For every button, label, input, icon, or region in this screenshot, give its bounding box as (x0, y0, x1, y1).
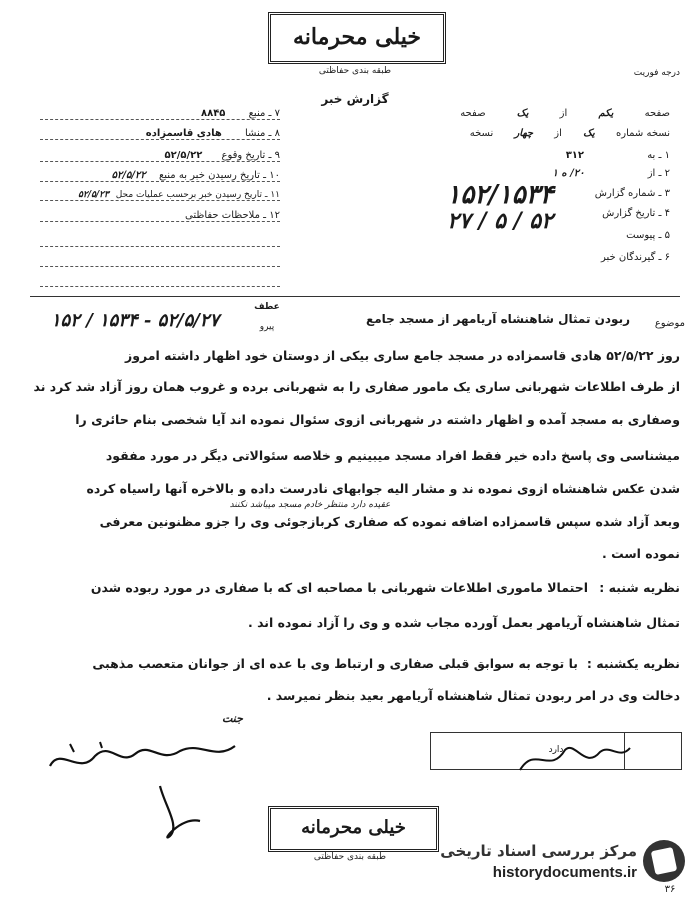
report-date-field: ۴ ـ تاریخ گزارش (602, 208, 670, 219)
signature-stroke-3 (70, 742, 102, 752)
watermark-logo-icon (643, 840, 685, 882)
opinion-2-line-1: با توجه به سوابق قبلی صفاری و ارتباط وی با عده ای از جوانان متعصب مذهبی (92, 656, 578, 671)
inner-stamp-text: دارد (548, 745, 564, 755)
classification-caption: طبقه بندی حفاظتی (318, 66, 392, 76)
body-line-3: وصفاری به مسجد آمده و اظهار داشته در شهربانی ازوی سئوال نموده اند آیا شخصی بنام حائری را (75, 412, 680, 427)
recipients-field: ۶ ـ گیرندگان خبر (600, 252, 670, 263)
bottom-classification-stamp (268, 806, 439, 852)
copy-field: نسخه شماره یک از چهار نسخه (469, 128, 670, 139)
bottom-stamp-text: خیلی محرمانه (301, 817, 406, 838)
handwritten-note-jannat: جنت (222, 712, 243, 725)
insert-handwritten-note: عقیده دارد منتظر خادم مسجد میباشد نکنند (229, 500, 391, 510)
subject-text: ربودن تمثال شاهنشاه آریامهر از مسجد جامع (366, 312, 630, 326)
ref-label-atf: عطف (254, 302, 280, 312)
body-line-2: از طرف اطلاعات شهربانی ساری یک مامور صفاری را به شهربانی برده و غروب همان روز آزاد شد کرد ند (33, 379, 680, 394)
watermark-name: مرکز بررسی اسناد تاریخی (440, 842, 637, 860)
from-field: ۲ ـ از ۲۰/ ه ۱ (552, 168, 670, 179)
blank-line-2 (40, 266, 280, 267)
to-field: ۱ ـ به ۳۱۲ (565, 150, 670, 161)
page-number: ۳۶ (664, 884, 676, 895)
watermark-url: historydocuments.ir (492, 864, 637, 881)
source-field: ۷ ـ منبع ۸۸۴۵ (40, 108, 280, 120)
signature-stroke-2 (160, 786, 200, 837)
blank-line-3 (40, 286, 280, 287)
signature-scribble-left (40, 736, 290, 846)
watermark-block (420, 838, 685, 893)
report-number-field: ۳ ـ شماره گزارش (594, 188, 670, 199)
top-stamp-text: خیلی محرمانه (292, 24, 422, 50)
signature-scribble-right (515, 740, 635, 780)
body-line-5: شدن عکس شاهنشاه ازوی نموده ند و مشار الیه جوابهای نادرست داده و بالاخره آنها راسیاه کرده (86, 481, 680, 496)
ref-number-handwritten: ۵۲/۵/۲۷ - ۱۵۳۴ / ۱۵۲ (50, 310, 220, 331)
body-line-1: روز ۵۲/۵/۲۲ هادی قاسمزاده در مسجد جامع ساری بیکی از دوستان خود اظهار داشته امروز (125, 348, 680, 363)
body-line-4: میشناسی وی پاسخ داده خیر فقط افراد مسجد میبینیم و خلاصه سئوالاتی دیگر در مورد مفقود (105, 448, 680, 463)
top-classification-stamp (268, 12, 446, 64)
watermark-logo-page (651, 847, 678, 875)
body-line-6: وبعد آزاد شده سپس قاسمزاده اضافه نموده که صفاری کربازجوئی وی را جزو مظنونین معرفی (99, 514, 680, 529)
header-divider (30, 296, 680, 297)
body-line-7: نموده است . (602, 546, 680, 561)
signature-stroke-1 (50, 746, 235, 766)
security-notes-field: ۱۲ ـ ملاحظات حفاظتی (40, 210, 280, 222)
opinion-1-line-1: احتمالا ماموری اطلاعات شهربانی با مصاحبه ای که با صفاری در مورد ربوده شدن (90, 580, 588, 595)
opinion-2-label: نظریه یکشنبه : (586, 656, 680, 671)
origin-field: ۸ ـ منشا هادی قاسمزاده (40, 128, 280, 140)
page-field: صفحه یکم از یک صفحه (460, 108, 670, 119)
report-date-handwritten: ۲۷ / ۵ / ۵۲ (447, 208, 553, 234)
opinion-1-label: نظریه شنبه : (599, 580, 680, 595)
blank-line-1 (40, 246, 280, 247)
subject-label: موضوع (654, 318, 685, 329)
occurrence-date-field: ۹ ـ تاریخ وقوع ۵۲/۵/۲۲ (40, 150, 280, 162)
ref-label-peyro: پیرو (259, 322, 275, 332)
signature-stroke-4 (520, 748, 630, 770)
report-title: گزارش خبر (321, 92, 389, 106)
left-fields-block (40, 108, 280, 283)
opinion-1-line-2: تمثال شاهنشاه آریامهر بعمل آورده مجاب شده و وی را آزاد نموده اند . (247, 615, 680, 630)
report-number-handwritten: ۱۵۲/۱۵۳۴ (446, 180, 554, 210)
urgency-label: درجه فوریت (633, 68, 680, 78)
opinion-2-line-2: دخالت وی در امر ربودن تمثال شاهنشاه آریامهر بعید بنظر نمیرسد . (266, 688, 680, 703)
bottom-classification-caption: طبقه بندی حفاظتی (313, 852, 387, 862)
attachment-field: ۵ ـ پیوست (626, 230, 670, 241)
received-by-source-field: ۱۰ ـ تاریخ رسیدن خبر به منبع ۵۲/۵/۲۲ (40, 170, 280, 182)
received-by-operations-field: ۱۱ ـ تاریخ رسیدن خبر برحسب عملیات محل ۵۲/۵/۲۳ (40, 190, 280, 201)
